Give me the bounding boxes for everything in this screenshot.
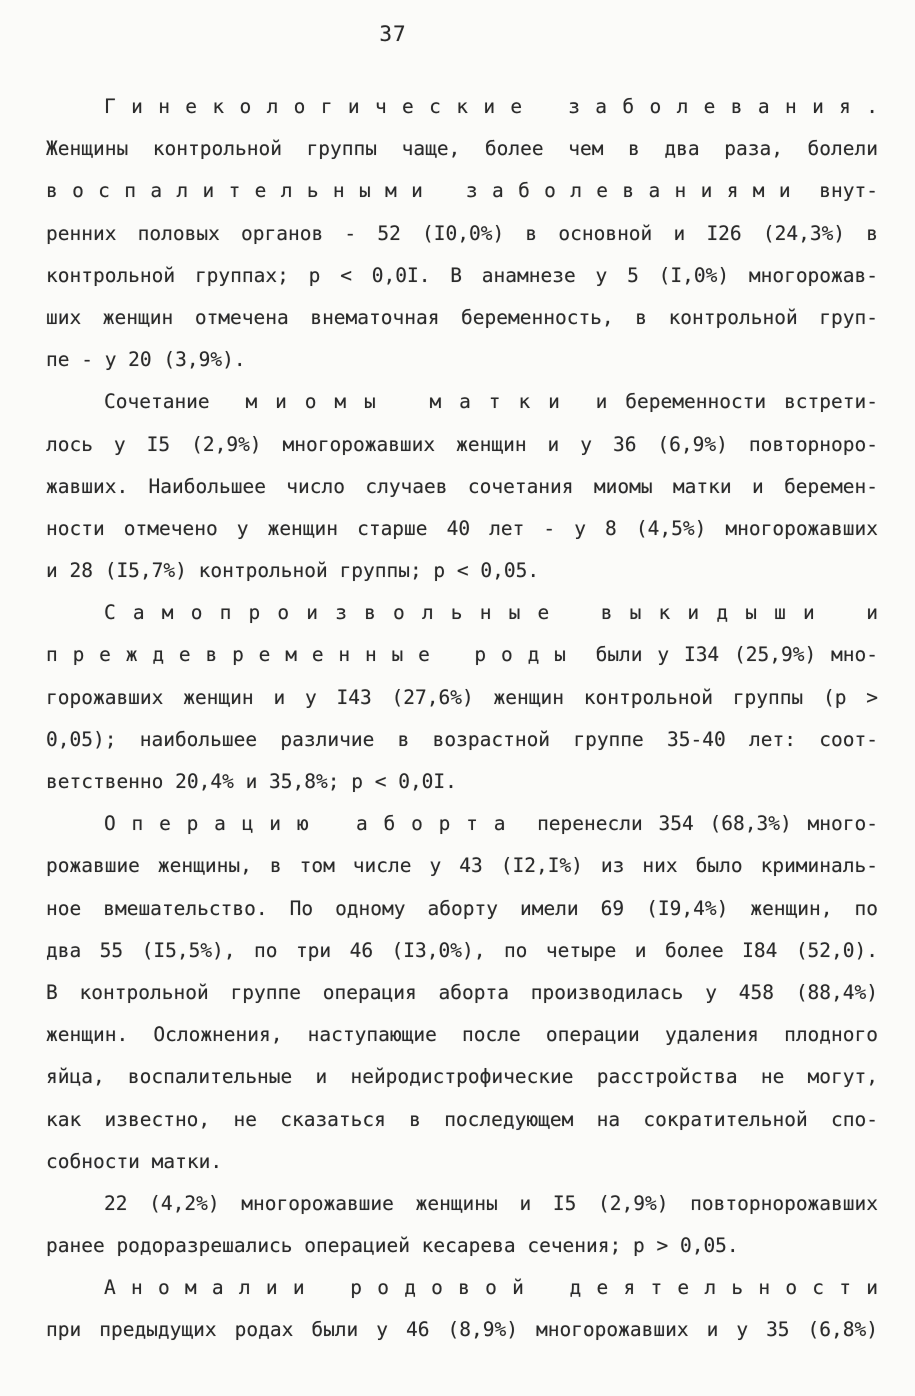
- text-line: женщин. Осложнения, наступающие после операции удаления плодного: [46, 1023, 878, 1047]
- text-line: О п е р а ц и ю а б о р т а перенесли 354 (68,3%) многo-: [104, 812, 878, 836]
- text-line: Сочетание м и о м ы м а т к и и беременности встрети-: [104, 390, 878, 414]
- text-line: жавших. Наибольшее число случаев сочетания миомы матки и беремен-: [46, 474, 878, 498]
- text-line: пе - у 20 (3,9%).: [46, 348, 246, 372]
- text-line: ветственно 20,4% и 35,8%; р < 0,0I.: [46, 770, 457, 793]
- text-line: лось у I5 (2,9%) многорожавших женщин и у 36 (6,9%) повторноро-: [46, 432, 878, 456]
- text-line: и 28 (I5,7%) контрольной группы; р < 0,05.: [46, 559, 540, 583]
- text-line: как известно, не сказаться в последующем на сократительной спо-: [46, 1107, 878, 1131]
- text-line: два 55 (I5,5%), по три 46 (I3,0%), по четыре и более I84 (52,0).: [46, 938, 878, 962]
- text-line: ности отмечено у женщин старше 40 лет - у 8 (4,5%) многорожавших: [46, 516, 878, 540]
- text-line: 22 (4,2%) многорожавшие женщины и I5 (2,9%) повторнорожавших: [104, 1191, 878, 1215]
- text-line: горожавших женщин и у I43 (27,6%) женщин контрольной группы (р >: [46, 685, 878, 709]
- text-line: ранее родоразрешались операцией кесарева сечения; р > 0,05.: [46, 1234, 739, 1258]
- text-line: п р е ж д е в р е м е н н ы е р о д ы были у I34 (25,9%) мно-: [46, 643, 878, 667]
- text-line: рожавшие женщины, в том числе у 43 (I2,I%) из них было криминаль-: [46, 854, 878, 878]
- text-line: В контрольной группе операция аборта производилась у 458 (88,4%): [46, 980, 878, 1004]
- page-number: 37: [379, 22, 407, 46]
- text-line: А н о м а л и и р о д о в о й д е я т е л ь н о с т и: [104, 1276, 878, 1300]
- text-line: контрольной группах; р < 0,0I. В анамнезе у 5 (I,0%) многорожав-: [46, 263, 878, 287]
- text-line: Г и н е к о л о г и ч е с к и е з а б о л е в а н и я .: [104, 95, 878, 118]
- text-line: 0,05); наибольшее различие в возрастной группе 35-40 лет: соот-: [46, 727, 878, 751]
- body-text: [46, 86, 878, 1352]
- text-line: ренних половых органов - 52 (I0,0%) в основной и I26 (24,3%) в: [46, 221, 878, 245]
- text-line: яйца, воспалительные и нейродистрофические расстройства не могут,: [46, 1065, 878, 1089]
- text-line: ное вмешательство. По одному аборту имели 69 (I9,4%) женщин, по: [46, 896, 878, 920]
- text-line: Женщины контрольной группы чаще, более чем в два раза, болели: [46, 137, 878, 161]
- text-line: С а м о п р о и з в о л ь н ы е в ы к и д ы ш и и: [104, 601, 878, 625]
- text-line: при предыдущих родах были у 46 (8,9%) многорожавших и у 35 (6,8%): [46, 1318, 878, 1342]
- text-line: собности матки.: [46, 1149, 223, 1173]
- text-line: в о с п а л и т е л ь н ы м и з а б о л е в а н и я м и внут-: [46, 179, 878, 203]
- text-line: ших женщин отмечена внематочная беременность, в контрольной груп-: [46, 305, 878, 329]
